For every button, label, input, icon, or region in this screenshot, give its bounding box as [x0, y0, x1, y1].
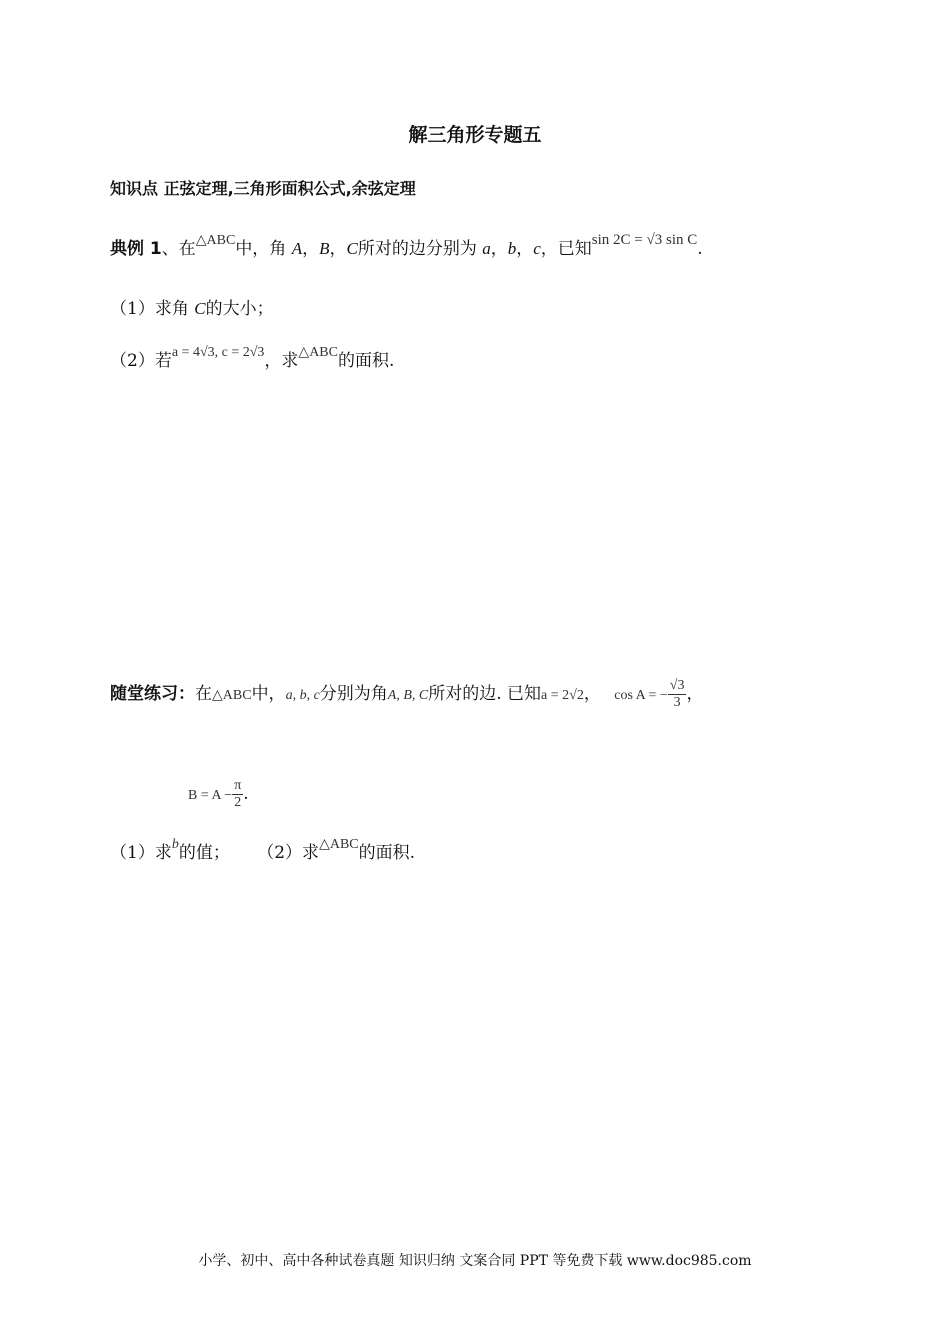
practice-questions: （1）求$^b$的值； （2）求$^{\triangle ABC}$的面积.: [110, 837, 416, 863]
example1-question2: （2）若$^{a = 4√3, c = 2√3}$，求$^{\triangle ABC}$的面积.: [110, 345, 395, 371]
section-heading: 知识点 正弦定理,三角形面积公式,余弦定理: [110, 179, 416, 198]
q2-given-formula: a = 4√3, c = 2√3: [171, 345, 265, 360]
condition-formula: sin 2C = √3 sin C: [591, 232, 698, 248]
practice-statement: 随堂练习：在△ABC中，a, b, c分别为角A, B, C所对的边. 已知a = 2√2， cos A = − $\frac{√3}{3}$ ，: [110, 678, 704, 710]
example1-statement: 典例 1、在$^{\triangle ABC}$中，角 A，B，C所对的边分别为 a，b，c，已知sin 2C = √3 sin C.: [110, 232, 703, 259]
triangle-symbol: △ABC: [212, 688, 252, 703]
practice-label: 随堂练习：: [110, 684, 195, 704]
document-title: 解三角形专题五: [408, 124, 542, 146]
example1-label: 典例 1: [110, 239, 162, 259]
triangle-symbol: △ABC: [319, 837, 359, 852]
triangle-symbol: △ABC: [195, 233, 236, 248]
page-footer: 小学、初中、高中各种试卷真题 知识归纳 文案合同 PPT 等免费下载 www.doc985.com: [198, 1253, 752, 1269]
practice-angle-relation: B = A − $\frac{\pi}{2}$ .: [188, 778, 249, 810]
triangle-symbol: △ABC: [298, 345, 338, 360]
cos-fraction: $\frac{√3}{3}$: [669, 678, 685, 710]
pi-over-two-fraction: $\frac{\pi}{2}$: [234, 778, 242, 810]
a-value-formula: a = 2√2: [541, 688, 584, 703]
example1-question1: （1）求角 C的大小；: [110, 299, 274, 319]
